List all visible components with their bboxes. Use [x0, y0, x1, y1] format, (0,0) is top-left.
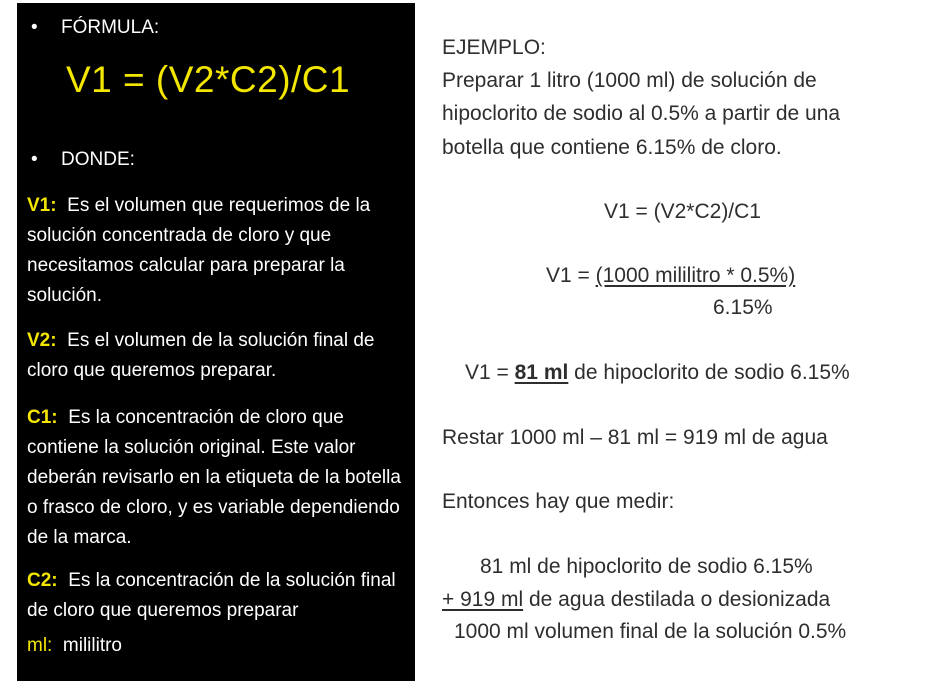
definitions-panel — [17, 3, 415, 681]
calc-prefix: V1 = — [546, 264, 596, 287]
definition-text: Es el volumen de la solución final de cloro que queremos preparar. — [27, 330, 375, 381]
bullet-icon: • — [31, 149, 38, 170]
definition-ml — [27, 631, 411, 661]
definition-c1 — [27, 403, 411, 553]
definition-text: Es la concentración de la solución final de cloro que queremos preparar — [27, 570, 396, 621]
calc-line — [546, 264, 795, 288]
definition-text: mililitro — [62, 635, 122, 656]
definition-c2 — [27, 566, 411, 626]
definition-key: V1: — [27, 195, 57, 216]
example-formula: V1 = (V2*C2)/C1 — [604, 200, 761, 223]
measure-line-2 — [442, 588, 830, 612]
result-suffix: de hipoclorito de sodio 6.15% — [568, 361, 850, 384]
result-prefix: V1 = — [465, 361, 515, 384]
result-line — [465, 361, 850, 385]
definition-text: Es la concentración de cloro que contiene la solución original. Este valor deberán revisarlo en la etiqueta de la botella o frasco de cloro, y es variable dependiendo de la marca. — [27, 407, 401, 548]
measure-heading: Entonces hay que medir: — [442, 490, 675, 513]
definition-key: C1: — [27, 407, 58, 428]
example-heading: EJEMPLO: — [442, 36, 546, 59]
definition-text: Es el volumen que requerimos de la solución concentrada de cloro y que necesitamos calcular para preparar la solución. — [27, 195, 371, 306]
example-intro-line: hipoclorito de sodio al 0.5% a partir de una — [442, 102, 841, 125]
example-intro-line: Preparar 1 litro (1000 ml) de solución de — [442, 69, 817, 92]
donde-heading: DONDE: — [61, 149, 135, 170]
definition-v2 — [27, 326, 411, 386]
definition-key: V2: — [27, 330, 57, 351]
formula-heading: FÓRMULA: — [61, 17, 160, 38]
measure-line-2-underlined: + 919 ml — [442, 588, 524, 611]
measure-line-3: 1000 ml volumen final de la solución 0.5% — [454, 620, 847, 643]
measure-line-2-rest: de agua destilada o desionizada — [523, 588, 831, 611]
donde-heading-row — [31, 149, 135, 171]
calc-numerator: (1000 mililitro * 0.5%) — [595, 264, 796, 287]
definition-key: C2: — [27, 570, 58, 591]
formula-heading-row — [31, 17, 159, 39]
example-intro-line: botella que contiene 6.15% de cloro. — [442, 136, 782, 159]
measure-line-1: 81 ml de hipoclorito de sodio 6.15% — [480, 555, 813, 578]
formula: V1 = (V2*C2)/C1 — [66, 59, 351, 100]
definition-v1 — [27, 191, 411, 311]
result-value: 81 ml — [514, 361, 569, 384]
subtract-line: Restar 1000 ml – 81 ml = 919 ml de agua — [442, 426, 828, 449]
bullet-icon: • — [31, 17, 38, 38]
definition-key: ml: — [27, 635, 53, 656]
calc-denominator: 6.15% — [713, 296, 773, 319]
